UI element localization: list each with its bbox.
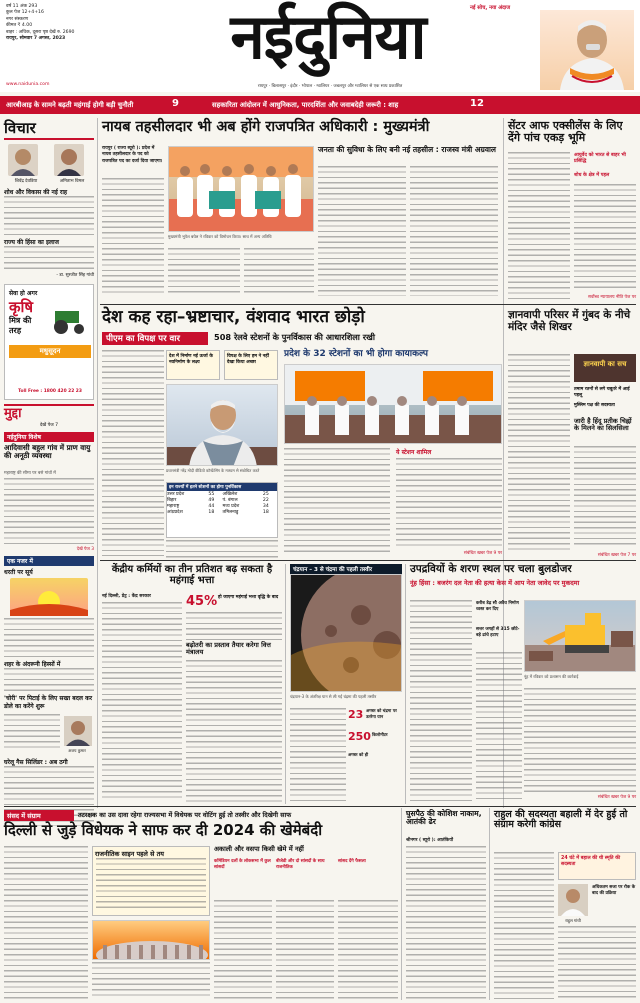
nuh-bullet-1: करीब डेढ़ सौ अवैध निर्माण ध्वस्त कर दिए xyxy=(476,601,519,612)
rahul-photo xyxy=(558,884,588,916)
table-row: उत्तर प्रदेश 55 अखिलेश 25 xyxy=(167,491,269,497)
mudda-sub[interactable]: देखें पेज 7 xyxy=(39,423,59,428)
modi-headline[interactable]: देश कह रहा–भ्रष्टाचार, वंशवाद भारत छोड़ो xyxy=(102,307,365,327)
sansad-label: संसद में संग्राम xyxy=(4,810,74,821)
lead-photo-scene xyxy=(169,147,314,232)
gyanvapi-subhead[interactable]: जारी है हिंदू प्रतीक चिह्नों के मिलने का सिलसिला xyxy=(574,417,632,433)
vishesh-byline[interactable]: देखें पेज 3 xyxy=(76,547,94,552)
rule-below-lead xyxy=(100,304,636,305)
da-percent-label: हो जाएगा महंगाई भत्ता वृद्धि के बाद xyxy=(218,595,279,600)
rahul-box xyxy=(558,852,636,880)
chandrayaan-fact-3: अगस्त को ही xyxy=(348,752,369,757)
rahul-face xyxy=(558,884,588,916)
lead-side-text-1 xyxy=(318,166,406,296)
ghuspaith-text xyxy=(406,846,486,1000)
page-count: कुल पेज 12+4+16 xyxy=(6,10,44,16)
chandrayaan-fact-1-num: 23 xyxy=(348,708,364,721)
da-percent: 45% xyxy=(186,594,218,609)
tractor-icon xyxy=(51,297,91,337)
nuh-photo-caption: नूंह में रविवार को प्रशासन की कार्रवाई xyxy=(524,674,579,679)
person2-face xyxy=(54,144,84,176)
chandrayaan-text xyxy=(290,708,346,802)
stations-scene xyxy=(285,365,502,444)
da-text-1 xyxy=(102,602,182,802)
lead-text-col-2 xyxy=(168,248,240,296)
modi-photo xyxy=(166,384,278,466)
edition-name: नगर संस्करण xyxy=(6,16,29,22)
center-bullet-1: आयुर्वेद को भारत से बाहर भी प्रसिद्धि xyxy=(574,153,626,164)
column-rule-ghuspaith xyxy=(489,808,490,1000)
vichar-item-2[interactable]: राज्य की हिंसा का इलाज xyxy=(4,239,59,246)
eknazar-person-photo xyxy=(64,716,92,746)
ad-line-1: सेवा हो अगर xyxy=(9,290,38,297)
lead-photo-caption: मुख्यमंत्री भूपेश बघेल ने रविवार को विमोचन किया। साथ में अन्य अतिथि xyxy=(168,234,272,239)
price: कीमत ₹ 4.00 xyxy=(6,23,33,29)
masthead xyxy=(0,0,640,92)
rule-below-modi xyxy=(100,560,636,561)
website-link[interactable]: www.naidunia.com xyxy=(6,82,50,87)
da-subhead[interactable]: बढ़ोतरी का प्रस्ताव तैयार करेगा वित्त मंत्रालय xyxy=(186,641,271,657)
chandrayaan-fact-2-num: 250 xyxy=(348,730,371,743)
nuh-deck: नूंह हिंसा : बजरंग दल नेता की हत्या केस में आप नेता जावेद पर मुकदमा xyxy=(410,579,580,587)
eknazar-item-4[interactable]: घरेलू गैस सिलिंडर : अब ठगी xyxy=(4,759,68,766)
paper-title: नईदुनिया xyxy=(230,0,426,73)
ghuspaith-dateline: श्रीनगर ( ब्यूरो ): आतंकियों xyxy=(406,838,454,843)
vichar-header: विचार xyxy=(4,118,94,140)
nuh-text-3 xyxy=(524,688,636,792)
chandrayaan-caption: चंद्रयान-3 के अंतरिक्ष यान से ली गई चंद्रमा की पहली तस्वीर xyxy=(290,694,377,699)
ad-phone[interactable]: Toll Free : 1800 420 22 23 xyxy=(18,389,82,394)
vichar-person-1 xyxy=(8,144,38,176)
ad-line-3: मित्र की xyxy=(9,316,32,325)
person-face xyxy=(64,716,92,746)
sansad-box-1-text xyxy=(96,858,206,912)
year-issue: वर्ष 11 अंक 293 xyxy=(6,4,38,9)
eknazar-item-2[interactable]: शहर के अंदरूनी हिस्सों में xyxy=(4,661,61,668)
column-rule-moon xyxy=(405,564,406,804)
table-row: बिहार 49 पं. बंगाल 22 xyxy=(167,497,269,503)
ad-brand: मधुसूदन xyxy=(9,345,91,358)
modi-text-1 xyxy=(102,350,164,556)
lead-photo xyxy=(168,146,314,232)
eknazar-item-3[interactable]: 'चोरी' पर पिटाई के लिए सख्त बदल कर डोले का करेंगे शुरू xyxy=(4,695,93,710)
eknazar-text-3 xyxy=(4,714,60,752)
sansad-text-1 xyxy=(4,846,88,1000)
eknazar-text-1 xyxy=(4,618,94,658)
sansad-deck: तटरक्षक का उस दावा रहेगा राज्यसभा में विधेयक पर वोटिंग हुई तो तस्वीर और दिखेगी साफ xyxy=(78,811,292,819)
gyanvapi-label: ज्ञानवापी का सच xyxy=(574,354,636,382)
ad-line-2: कृषि xyxy=(9,298,34,316)
rahul-name: राहुल गांधी xyxy=(565,918,581,923)
stations-table-grid xyxy=(167,491,277,515)
chandrayaan-fact-2: किलोमीटर xyxy=(372,732,388,737)
eknazar-item-1[interactable]: धरती पर सूर्य xyxy=(4,569,33,576)
da-text-2 xyxy=(186,612,282,640)
ad-krishi[interactable] xyxy=(4,284,94,400)
eknazar-text-2 xyxy=(4,668,94,692)
nuh-headline[interactable]: उपद्रवियों के शरण स्थल पर चला बुलडोजर xyxy=(410,563,572,575)
center-headline[interactable]: सेंटर आफ एक्सीलेंस के लिए देंगे पांच एकड़ भूमि xyxy=(508,119,623,145)
center-text-2 xyxy=(574,184,636,292)
vishesh-sub: महाराष्ट्र की सीमा पर बसे गांवों में xyxy=(4,471,56,476)
bulldozer-scene xyxy=(525,601,636,672)
rahul-headline[interactable]: राहुल की सदस्यता बहाली में देर हुई तो संग्राम करेगी कांग्रेस xyxy=(494,809,628,831)
lead-text-col-1 xyxy=(102,178,164,296)
topbar-right-headline[interactable]: सहकारिता आंदोलन में आधुनिकता, पारदर्शिता और जवाबदेही जरूरी : शाह xyxy=(212,101,399,109)
eknazar-person-name: अजय कुमार xyxy=(68,748,86,753)
modi-box-2 xyxy=(224,350,278,380)
modi-figure xyxy=(167,385,278,466)
vichar-person-2 xyxy=(54,144,84,176)
gyanvapi-byline[interactable]: संबंधित खबर पेज 7 पर xyxy=(597,553,636,558)
center-byline[interactable]: सर्वोच्च न्यायालय नीति पेज पर xyxy=(587,295,636,300)
sansad-text-2 xyxy=(92,962,210,1000)
column-rule-left xyxy=(97,118,98,808)
topbar-left-headline[interactable]: आरबीआइ के सामने बढ़ती महंगाई होगी बड़ी चुनौती xyxy=(6,101,134,109)
modi-byline[interactable]: संबंधित खबर पेज 9 पर xyxy=(463,551,502,556)
nuh-text-2 xyxy=(476,652,522,802)
sansad-box-1-head: राजनीतिक साइन पहले से तय xyxy=(95,850,165,858)
vichar-text-1 xyxy=(4,196,94,236)
tagline: नई सोच, नया अंदाज xyxy=(470,5,511,11)
modi-subhead: पीएम का विपक्ष पर वार xyxy=(102,332,208,345)
stations-photo xyxy=(284,364,502,444)
nuh-text-1 xyxy=(410,600,472,802)
stations-text-2 xyxy=(396,458,502,548)
chandrayaan-photo xyxy=(290,574,402,692)
vichar-item-1[interactable]: शोध और विकास की नई राह xyxy=(4,189,68,196)
vishesh-text xyxy=(4,478,94,546)
person1-face xyxy=(8,144,38,176)
modi-box-1-text: देश में निर्माण नई ऊर्जा के नवनिर्माण के लक्ष्य xyxy=(169,354,213,365)
moon-image xyxy=(291,575,402,692)
column-rule-da xyxy=(285,564,286,804)
lead-side-headline[interactable]: जनता की सुविधा के लिए बनी नई तहसील : राजस्व मंत्री अग्रवाल xyxy=(318,145,497,154)
nuh-byline[interactable]: संबंधित खबर पेज 9 पर xyxy=(597,795,636,800)
vishesh-headline[interactable]: आदिवासी बहुल गांव में प्राण वायु की अनूठी व्यवस्था xyxy=(4,443,91,460)
parliament-building xyxy=(93,921,210,960)
city-strip: रायपुर · बिलासपुर · इंदौर · भोपाल · ग्वालियर · जबलपुर और ग्वालियर से एक साथ प्रकाशित xyxy=(257,84,403,89)
vichar-name-2: अमिताभ विमल xyxy=(59,179,85,184)
eknazar-header: एक नजर में xyxy=(4,556,94,566)
modi-box-2-text: विपक्ष के लिए हम ने नहीं देखा किया अच्छा xyxy=(227,354,269,365)
table-row: आंध्रप्रदेश 18 तमिलनाडु 18 xyxy=(167,509,269,515)
sansad-box-3: कॉमेडियन दलों के लोकसभा में कुल सांसदों xyxy=(214,859,271,870)
modi-box-1 xyxy=(166,350,220,380)
price-note: बाहर : अधिक, दूसरा पृष्ठ देखें रु. 2690 xyxy=(6,29,75,35)
sansad-box-4: बीजेडी और दो सांसदों के साथ राजनीतिक xyxy=(276,859,325,870)
sansad-text-5 xyxy=(338,900,398,1000)
chandrayaan-fact-1: अगस्त को चंद्रमा पर उतरेगा यान xyxy=(366,708,397,719)
sansad-box-2-head[interactable]: अकाली और वसपा किसी खेमे में नहीं xyxy=(214,845,304,853)
lead-dateline: रायपुर ( राज्य ब्यूरो ): प्रदेश में नायब तहसीलदार के पद को राजपत्रित पद का दर्जा दिया जाएगा। xyxy=(102,146,163,164)
vishesh-header: नईदुनिया विशेष xyxy=(4,432,94,442)
masthead-portrait xyxy=(540,10,634,90)
vichar-byline: - डा. सुरजीत सिंह गांधी xyxy=(56,273,94,278)
portrait-figure xyxy=(540,10,634,90)
rahul-box-text: 24 घंटे में बहाल की थी स्मृति की सदस्यता xyxy=(561,856,621,867)
sansad-box-5: सांसद देंगे फैसला xyxy=(338,859,366,864)
center-bullet-2: शोध के क्षेत्र में पहल xyxy=(574,173,610,178)
sun-icon xyxy=(10,578,88,616)
da-text-3 xyxy=(186,660,282,802)
stations-box-title: ये स्टेशन शामिल xyxy=(396,449,432,456)
gyanvapi-bullet-2: मुस्लिम पक्ष की सदस्यता xyxy=(574,403,615,408)
parliament-photo xyxy=(92,920,210,960)
lead-side-text-2 xyxy=(410,166,498,296)
vichar-text-2 xyxy=(4,246,94,272)
topbar xyxy=(0,96,640,114)
topbar-right-page: 12 xyxy=(470,98,484,109)
issue-date: रायपुर, सोमवार 7 अगस्त, 2023 xyxy=(6,36,66,42)
ad-line-4: तरह xyxy=(9,326,22,335)
edition-info xyxy=(6,4,126,42)
rahul-text-1 xyxy=(494,852,554,1000)
stations-table-title: इन राज्यों में इतने स्टेशनों का होगा पुनर्विकास xyxy=(167,483,277,491)
gyanvapi-headline[interactable]: ज्ञानवापी परिसर में गुंबद के नीचे मंदिर जैसे शिखर xyxy=(508,309,631,333)
column-rule-sansad xyxy=(401,808,402,1000)
da-headline[interactable]: केंद्रीय कर्मियों का तीन प्रतिशत बढ़ सकता है महंगाई भत्ता xyxy=(111,564,273,586)
center-text-1 xyxy=(508,152,570,302)
vichar-name-1: शिवेंद्र देवडिया xyxy=(14,179,38,184)
stations-headline[interactable]: प्रदेश के 32 स्टेशनों का भी होगा कायाकल्प xyxy=(284,349,428,359)
rule-above-sansad xyxy=(4,806,636,807)
chandrayaan-label: चंद्रयान – 3 से चंद्रमा की पहली तस्वीर xyxy=(290,564,402,574)
modi-photo-caption: प्रधानमंत्री नरेंद्र मोदी वीडियो कॉन्फ्रेंसिंग के माध्यम से संबोधित करते xyxy=(166,468,260,473)
lead-headline[interactable]: नायब तहसीलदार भी अब होंगे राजपत्रित अधिकारी : मुख्यमंत्री xyxy=(102,119,430,135)
ghuspaith-headline[interactable]: घुसपैठ की कोशिश नाकाम, आतंकी ढेर xyxy=(406,809,482,827)
mudda-header: मुद्दा xyxy=(4,404,94,422)
sun-graphic xyxy=(10,578,88,616)
nuh-photo xyxy=(524,600,636,672)
gyanvapi-text-2 xyxy=(574,446,636,546)
lead-text-col-3 xyxy=(244,248,314,296)
da-dateline: नई दिल्ली, प्रेट्र : केंद्र सरकार xyxy=(102,594,151,599)
rahul-text-2 xyxy=(558,926,636,1000)
rahul-bullet: अधिकतम सजा पर रोक के बाद की प्रक्रिया xyxy=(592,885,636,896)
sansad-headline[interactable]: दिल्ली से जुड़े विधेयक ने साफ कर दी 2024 की खेमेबंदी xyxy=(4,821,323,839)
nuh-bullet-2: सत्तर जगहों से 315 छोटे-बड़े ढांचे हटाए xyxy=(476,627,520,638)
gyanvapi-bullet-1: तमाम रतनों से लगे चबूतरे में आई पहलू xyxy=(574,387,630,398)
stations-table xyxy=(166,482,278,538)
sansad-text-4 xyxy=(276,900,334,1000)
modi-text-2 xyxy=(166,540,278,558)
gyanvapi-text-1 xyxy=(508,354,570,554)
table-row: महाराष्ट्र 44 मध्य प्रदेश 34 xyxy=(167,503,269,509)
stations-text-1 xyxy=(284,448,390,556)
modi-deck: 508 रेलवे स्टेशनों के पुनर्विकास की आधारशिला रखी xyxy=(214,332,375,342)
topbar-left-page: 9 xyxy=(172,98,179,109)
sansad-text-3 xyxy=(214,900,272,1000)
